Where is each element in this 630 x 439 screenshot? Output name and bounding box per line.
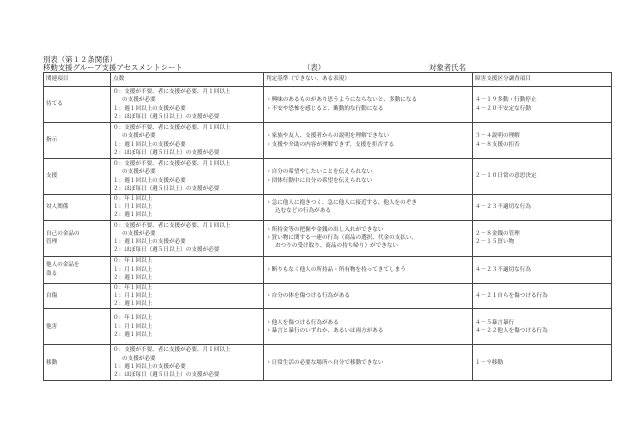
survey-item-line: １－９移動 [475,359,503,366]
survey-item-line: ４－２３不適切な行為 [475,266,531,273]
score-line: １：月１回以上 [113,266,153,273]
score-cell [111,256,264,283]
score-line: ２：ほぼ毎日（週５日以上）の支援が必要 [113,149,220,156]
survey-item-line: ４－２１自らを傷つける行為 [475,292,548,299]
score-line: ０：年１回以上 [113,284,153,291]
score-line: １：月１回以上 [113,292,153,299]
survey-item-line: ２－８金銭の管理 [475,230,520,237]
table-row [44,159,612,195]
criteria-line: ・団体行動中に自分の希望を伝えられない [266,177,373,184]
criteria-line: ・自分の希望やしたいことを伝えられない [266,169,373,176]
score-line: ２：週１回以上 [113,212,153,219]
score-line: の支援が必要 [122,355,156,362]
criteria-line: ・買い物に関する一連の行為（商品の選択、代金の支払い、 [266,235,418,241]
criteria-line: ・不安や恐怖を感じると、衝動的な行動になる [266,105,384,112]
score-cell [111,123,264,159]
table-header-row [44,73,612,87]
score-line: ０：支援が不要、者に支援が必要、月１回以上 [113,125,231,132]
page-side-label: （表） [303,63,326,72]
survey-item-line: ４－２０不安定な行動 [475,105,531,112]
sheet-title: 移動支援グループ支援アセスメントシート [43,63,183,72]
related-item-text: 管理 [46,239,58,246]
criteria-line: ・断りもなく他人の所持品・所有物を持ってきてしまう [266,266,406,273]
criteria-line: ・所持金等の把握や金銭の出し入れができない [266,226,384,233]
score-line: ２：ほぼ毎日（週５日以上）の支援が必要 [113,185,220,192]
score-line: の支援が必要 [122,133,156,140]
score-line: ２：週１回以上 [113,331,153,338]
criteria-line: 込むなどの行為がある [275,208,331,215]
survey-item-cell [473,345,612,381]
criteria-line: おつりの受け取り、商品の持ち帰り）ができない [275,243,399,250]
criteria-line: ・家族や友人、支援者からの説明を理解できない [266,133,390,140]
score-line: ０：支援が不要、者に支援が必要、月１回以上 [113,89,231,96]
score-line: ０：支援が不要、者に支援が必要、月１回以上 [113,222,231,229]
criteria-cell [264,345,473,381]
score-cell [111,159,264,195]
related-item-cell [44,345,111,381]
score-line: の支援が必要 [122,97,156,104]
related-item-text: 自己の金品の [46,230,80,237]
score-line: ０：年１回以上 [113,258,153,265]
score-line: １：週１回以上の支援が必要 [113,363,186,370]
score-line: １：月１回以上 [113,204,153,211]
related-item-text: 移動 [46,359,58,366]
table-row [44,283,612,309]
criteria-cell [264,256,473,283]
criteria-line: ・支援や介助の内容が理解できず、支援を拒否する [266,141,395,148]
score-line: １：週１回以上の支援が必要 [113,141,186,148]
score-line: ０：支援が不要、者に支援が必要、月１回以上 [113,161,231,168]
column-header-criteria: 判定基準（できない、ある表現） [264,73,473,87]
table-row [44,345,612,381]
score-line: ２：ほぼ毎日（週５日以上）の支援が必要 [113,371,220,378]
score-cell [111,195,264,221]
table-row [44,220,612,256]
form-reference-label: 別表（第１２条関係） [43,55,117,64]
survey-item-line: ４－２３不適切な行為 [475,204,531,211]
score-line: １：週１回以上の支援が必要 [113,239,186,246]
score-line: １：月１回以上 [113,323,153,330]
table-row [44,195,612,221]
survey-item-line: ４－５暴言暴行 [475,319,515,326]
related-item-text: 盗る [46,270,58,277]
related-item-cell [44,309,111,345]
score-line: の支援が必要 [122,169,156,176]
criteria-line: ・他人を傷つける行為がある [266,319,339,326]
criteria-cell [264,159,473,195]
survey-item-line: ４－１９多動・行動停止 [475,97,537,104]
related-item-text: 他害 [46,323,58,330]
score-line: ０：年１回以上 [113,196,153,202]
score-cell [111,87,264,123]
survey-item-cell [473,159,612,195]
related-item-cell [44,256,111,283]
criteria-cell [264,195,473,221]
score-line: ２：週１回以上 [113,274,153,281]
survey-item-cell [473,195,612,221]
related-item-cell [44,123,111,159]
survey-item-line: ２－１０日常の意思決定 [475,173,537,180]
survey-item-cell [473,123,612,159]
score-line: １：週１回以上の支援が必要 [113,177,186,184]
related-item-text: 自傷 [46,292,58,299]
survey-item-line: ２－１５買い物 [475,239,515,246]
score-line: ２：ほぼ毎日（週５日以上）の支援が必要 [113,113,220,120]
score-cell [111,345,264,381]
survey-item-cell [473,309,612,345]
related-item-cell [44,220,111,256]
score-line: ０：年１回以上 [113,315,153,322]
related-item-text: 待てる [46,101,63,108]
related-item-text: 対人関係 [46,204,69,211]
table-row [44,256,612,283]
column-header-item: 関連項目 [44,73,111,87]
score-cell [111,309,264,345]
score-line: ０：支援が不要、者に支援が必要、月１回以上 [113,347,231,354]
score-cell [111,283,264,309]
criteria-line: ・興味のあるものがあり思うようにならないと、多動になる [266,97,418,104]
related-item-text: 他人の金品を [46,262,80,269]
table-row [44,309,612,345]
survey-item-line: ３－４説明の理解 [475,133,520,140]
criteria-cell [264,283,473,309]
related-item-cell [44,159,111,195]
score-line: ２：週１回以上 [113,301,153,308]
survey-item-line: ４－２２他人を傷つける行為 [475,327,548,334]
criteria-cell [264,123,473,159]
table-row [44,87,612,123]
survey-item-cell [473,256,612,283]
criteria-line: ・日常生活の必要な場所へ自分で移動できない [266,359,384,366]
survey-item-cell [473,87,612,123]
related-item-text: 指示 [46,137,58,144]
score-cell [111,220,264,256]
related-item-text: 支援 [46,173,58,180]
assessment-rows [44,87,612,381]
survey-item-line: ４－８支援の拒否 [475,141,520,148]
survey-item-cell [473,283,612,309]
subject-name-label: 対象者氏名 [429,63,466,72]
column-header-survey-item: 障害支援区分調査項目 [473,73,612,87]
criteria-cell [264,87,473,123]
related-item-cell [44,283,111,309]
criteria-line: ・急に他人に抱きつく、急に他人に接近する、他人をのぞき [266,200,417,207]
criteria-cell [264,309,473,345]
assessment-table [43,72,612,381]
criteria-cell [264,220,473,256]
related-item-cell [44,195,111,221]
survey-item-cell [473,220,612,256]
table-row [44,123,612,159]
column-header-score: 点数 [111,73,264,87]
related-item-cell [44,87,111,123]
criteria-line: ・自分の体を傷つける行為がある [266,292,350,299]
score-line: の支援が必要 [122,230,156,237]
score-line: １：週１回以上の支援が必要 [113,105,186,112]
criteria-line: ・暴言と暴行のいずれか、あるいは両方がある [266,327,384,334]
score-line: ２：ほぼ毎日（週５日以上）の支援が必要 [113,247,220,254]
